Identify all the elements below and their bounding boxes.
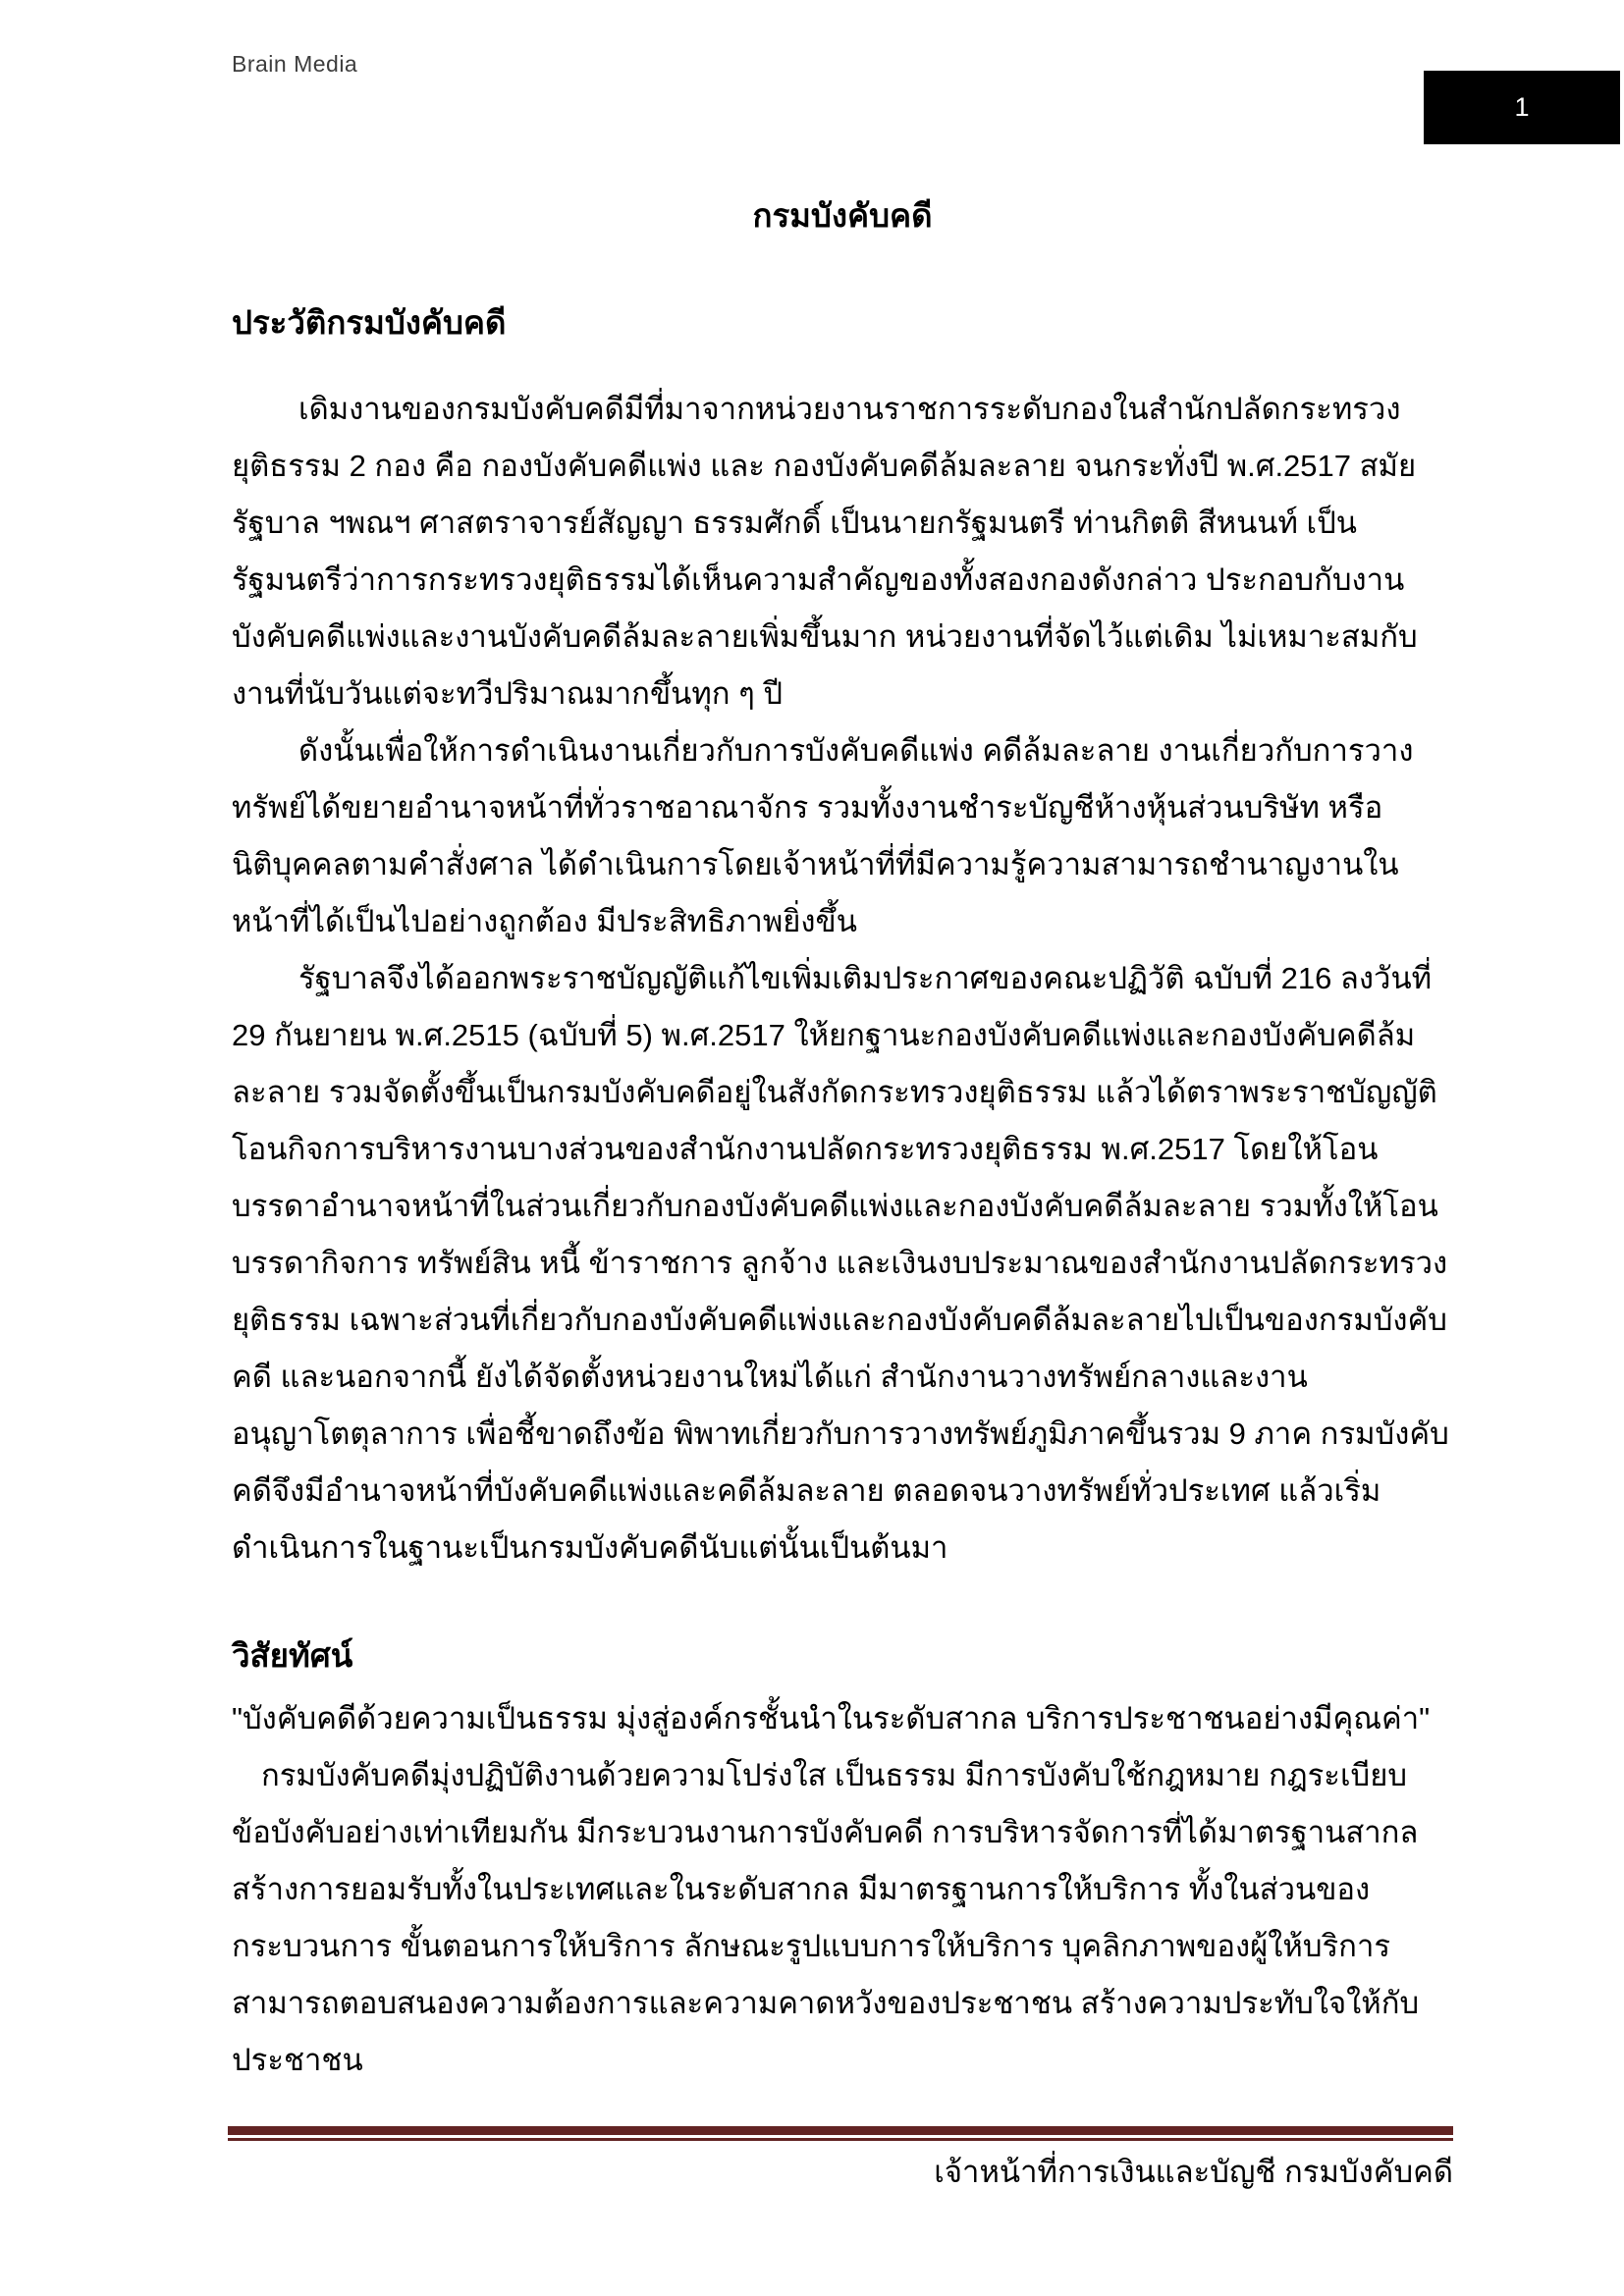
document-title: กรมบังคับคดี — [752, 197, 933, 234]
history-paragraph-3: รัฐบาลจึงได้ออกพระราชบัญญัติแก้ไขเพิ่มเติมประกาศของคณะปฏิวัติ ฉบับที่ 216 ลงวันที่ 29 กันยายน พ.ศ.2515 (ฉบับที่ 5) พ.ศ.2517 ให้ยกฐานะกองบังคับคดีแพ่งและกองบังคับคดีล้มละลาย รวมจัดตั้งขึ้นเป็นกรมบังคับคดีอยู่ในสังกัดกระทรวงยุติธรรม แล้วได้ตราพระราชบัญญัติโอนกิจการบริหารงานบางส่วนของสำนักงานปลัดกระทรวงยุติธรรม พ.ศ.2517 โดยให้โอนบรรดาอำนาจหน้าที่ในส่วนเกี่ยวกับกองบังคับคดีแพ่งและกองบังคับคดีล้มละลาย รวมทั้งให้โอนบรรดากิจการ ทรัพย์สิน หนี้ ข้าราชการ ลูกจ้าง และเงินงบประมาณของสำนักงานปลัดกระทรวงยุติธรรม เฉพาะส่วนที่เกี่ยวกับกองบังคับคดีแพ่งและกองบังคับคดีล้มละลายไปเป็นของกรมบังคับคดี และนอกจากนี้ ยังได้จัดตั้งหน่วยงานใหม่ได้แก่ สำนักงานวางทรัพย์กลางและงานอนุญาโตตุลาการ เพื่อชี้ขาดถึงข้อ พิพาทเกี่ยวกับการวางทรัพย์ภูมิภาคขึ้นรวม 9 ภาค กรมบังคับคดีจึงมีอำนาจหน้าที่บังคับคดีแพ่งและคดีล้มละลาย ตลอดจนวางทรัพย์ทั่วประเทศ แล้วเริ่มดำเนินการในฐานะเป็นกรมบังคับคดีนับแต่นั้นเป็นต้นมา — [232, 961, 1449, 1565]
section-history — [232, 294, 1453, 1576]
footer-divider-thin-line — [228, 2138, 1453, 2141]
history-paragraph-1: เดิมงานของกรมบังคับคดีมีที่มาจากหน่วยงานราชการระดับกองในสำนักปลัดกระทรวงยุติธรรม 2 กอง คือ กองบังคับคดีแพ่ง และ กองบังคับคดีล้มละลาย จนกระทั่งปี พ.ศ.2517 สมัยรัฐบาล ฯพณฯ ศาสตราจารย์สัญญา ธรรมศักดิ์ เป็นนายกรัฐมนตรี ท่านกิตติ สีหนนท์ เป็นรัฐมนตรีว่าการกระทรวงยุติธรรมได้เห็นความสำคัญของทั้งสองกองดังกล่าว ประกอบกับงานบังคับคดีแพ่งและงานบังคับคดีล้มละลายเพิ่มขึ้นมาก หน่วยงานที่จัดไว้แต่เดิม ไม่เหมาะสมกับงานที่นับวันแต่จะทวีปริมาณมากขึ้นทุก ๆ ปี — [232, 392, 1418, 711]
section-history-heading: ประวัติกรมบังคับคดี — [232, 304, 507, 341]
page-number-box — [1424, 71, 1620, 144]
vision-quote: "บังคับคดีด้วยความเป็นธรรม มุ่งสู่องค์กรชั้นนำในระดับสากล บริการประชาชนอย่างมีคุณค่า" — [232, 1701, 1431, 1735]
history-paragraph-2: ดังนั้นเพื่อให้การดำเนินงานเกี่ยวกับการบังคับคดีแพ่ง คดีล้มละลาย งานเกี่ยวกับการวางทรัพย์ได้ขยายอำนาจหน้าที่ทั่วราชอาณาจักร รวมทั้งงานชำระบัญชีห้างหุ้นส่วนบริษัท หรือ นิติบุคคลตามคำสั่งศาล ได้ดำเนินการโดยเจ้าหน้าที่ที่มีความรู้ความสามารถชำนาญงานในหน้าที่ได้เป็นไปอย่างถูกต้อง มีประสิทธิภาพยิ่งขึ้น — [232, 733, 1414, 938]
document-body — [232, 294, 1453, 2089]
brand-label: Brain Media — [232, 51, 358, 77]
vision-paragraph-1: กรมบังคับคดีมุ่งปฏิบัติงานด้วยความโปร่งใส เป็นธรรม มีการบังคับใช้กฎหมาย กฎระเบียบ ข้อบังคับอย่างเท่าเทียมกัน มีกระบวนงานการบังคับคดี การบริหารจัดการที่ได้มาตรฐานสากล สร้างการยอมรับทั้งในประเทศและในระดับสากล มีมาตรฐานการให้บริการ ทั้งในส่วนของกระบวนการ ขั้นตอนการให้บริการ ลักษณะรูปแบบการให้บริการ บุคลิกภาพของผู้ให้บริการ สามารถตอบสนองความต้องการและความคาดหวังของประชาชน สร้างความประทับใจให้กับประชาชน — [232, 1758, 1420, 2077]
footer-divider-rule — [228, 2126, 1453, 2141]
footer-divider-thick-line — [228, 2126, 1453, 2135]
section-vision — [232, 1628, 1453, 2089]
section-vision-heading: วิสัยทัศน์ — [232, 1637, 353, 1674]
page-number: 1 — [1514, 92, 1530, 122]
footer-text: เจ้าหน้าที่การเงินและบัญชี กรมบังคับคดี — [934, 2155, 1453, 2189]
